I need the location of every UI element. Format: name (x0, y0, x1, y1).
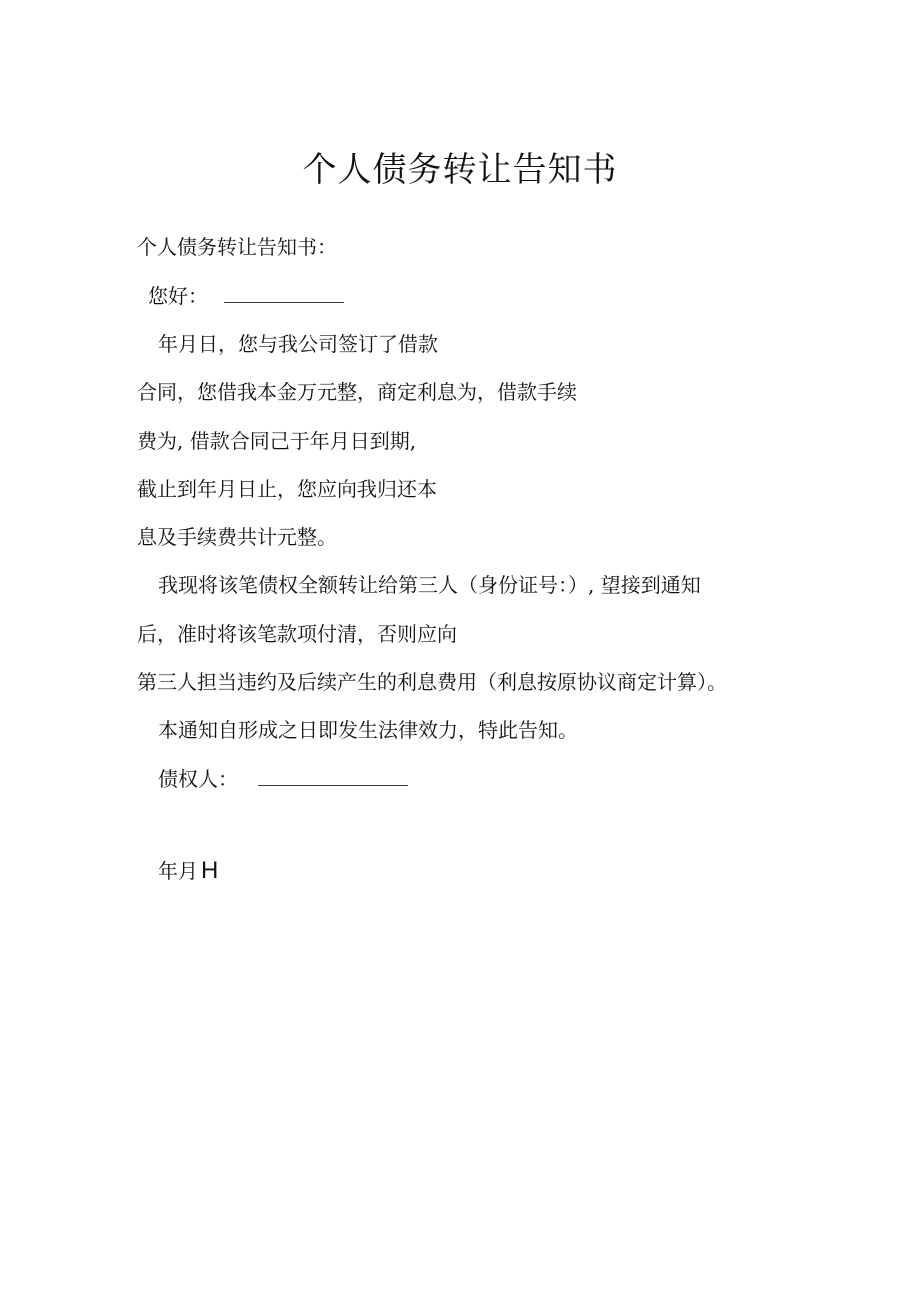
recipient-blank (224, 282, 344, 303)
paragraph3-line: 本通知自形成之日即发生法律效力，特此告知。 (158, 718, 578, 742)
paragraph2-line-1: 我现将该笔债权全额转让给第三人（身份证号：）, 望接到通知 (158, 573, 701, 597)
creditor-line (158, 765, 408, 793)
paragraph1-line-1: 年月日，您与我公司签订了借款 (158, 332, 438, 356)
creditor-label: 债权人： (158, 767, 238, 791)
heading-line: 个人债务转让告知书： (137, 235, 337, 259)
paragraph2-line-3: 第三人担当违约及后续产生的利息费用（利息按原协议商定计算）。 (137, 670, 727, 694)
date-line (158, 857, 218, 885)
greeting-line (148, 282, 344, 310)
creditor-signature-blank (258, 765, 408, 786)
paragraph1-line-4: 截止到年月日止，您应向我归还本 (137, 477, 437, 501)
document-title: 个人债务转让告知书 (302, 150, 618, 190)
date-suffix: H (201, 857, 219, 884)
date-prefix: 年月 (158, 859, 198, 883)
paragraph1-line-3: 费为, 借款合同己于年月日到期, (137, 429, 417, 453)
paragraph1-line-5: 息及手续费共计元整。 (137, 525, 337, 549)
greeting-label: 您好： (148, 284, 208, 308)
paragraph2-line-2: 后，准时将该笔款项付清，否则应向 (137, 622, 457, 646)
paragraph1-line-2: 合同，您借我本金万元整，商定利息为，借款手续 (137, 380, 577, 404)
